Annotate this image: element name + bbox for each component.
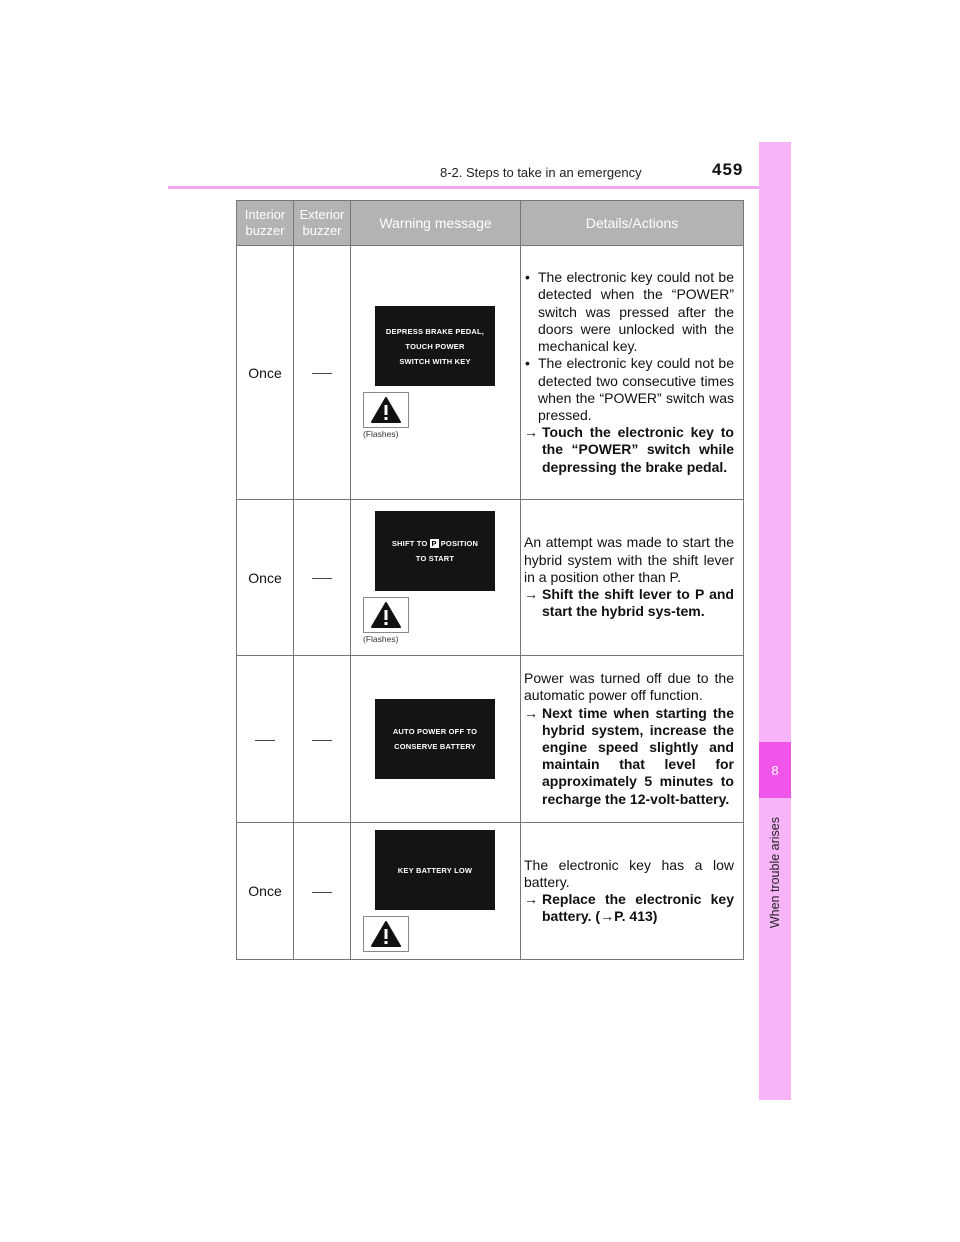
bullet-item	[524, 355, 734, 424]
display-text: KEY BATTERY LOW	[397, 865, 473, 875]
interior-buzzer-cell: Once	[237, 500, 294, 656]
bullet-text: The electronic key could not be detected two consecutive times when the “POWER” switch was pressed.	[538, 355, 734, 423]
display-text: SWITCH WITH KEY	[399, 356, 471, 366]
display-text: AUTO POWER OFF TO	[392, 727, 478, 736]
detail-text: The electronic key has a low battery.	[524, 856, 734, 890]
display-text: DEPRESS BRAKE PEDAL,	[385, 326, 485, 336]
arrow-icon: →	[524, 891, 538, 907]
table-row	[237, 823, 744, 960]
exterior-buzzer-cell	[294, 823, 351, 960]
action-item	[524, 891, 734, 925]
action-text: Shift the shift lever to P and start the hybrid sys-tem.	[542, 586, 734, 620]
action-item	[524, 424, 734, 476]
header-rule	[168, 186, 762, 189]
flashes-caption: (Flashes)	[363, 634, 399, 644]
warning-table	[236, 200, 744, 960]
action-text: Touch the electronic key to the “POWER” switch while depressing the brake pedal.	[542, 424, 734, 475]
header-warning-message: Warning message	[351, 201, 521, 246]
display-line	[392, 536, 478, 551]
table-row	[237, 246, 744, 500]
flashes-caption: (Flashes)	[363, 429, 399, 439]
dash	[312, 578, 332, 579]
interior-buzzer-cell: Once	[237, 823, 294, 960]
table-header-row	[237, 201, 744, 246]
exterior-buzzer-cell	[294, 246, 351, 500]
warning-triangle-icon	[370, 396, 402, 424]
warning-indicator	[363, 597, 520, 644]
bullet-mark: •	[525, 269, 530, 286]
header-exterior-buzzer: Exterior buzzer	[294, 201, 351, 246]
action-item	[524, 705, 734, 808]
icon-frame	[363, 392, 409, 428]
action-text: Replace the electronic key battery. (	[542, 891, 734, 925]
exterior-buzzer-cell	[294, 500, 351, 656]
action-item	[524, 586, 734, 620]
icon-frame	[363, 916, 409, 952]
arrow-icon: →	[524, 424, 538, 441]
header-details-actions: Details/Actions	[521, 201, 744, 246]
table-row	[237, 656, 744, 823]
dash	[312, 892, 332, 893]
warning-triangle-icon	[370, 920, 402, 948]
details-cell	[521, 656, 744, 823]
reference-arrow-icon: →	[600, 908, 615, 925]
section-title: 8-2. Steps to take in an emergency	[440, 165, 642, 180]
warning-message-cell	[351, 246, 521, 500]
page-number: 459	[712, 160, 744, 179]
header-interior-buzzer: Interior buzzer	[237, 201, 294, 246]
warning-indicator	[363, 392, 520, 439]
bullet-item	[524, 269, 734, 355]
display-screen	[375, 699, 495, 779]
interior-buzzer-cell	[237, 656, 294, 823]
warning-message-cell	[351, 500, 521, 656]
display-screen	[375, 306, 495, 386]
details-cell	[521, 246, 744, 500]
arrow-icon: →	[524, 586, 538, 603]
warning-message-cell	[351, 656, 521, 823]
display-screen	[375, 830, 495, 910]
warning-triangle-icon	[370, 601, 402, 629]
dash	[255, 740, 275, 741]
warning-indicator	[363, 916, 520, 952]
bullet-mark: •	[525, 355, 530, 372]
details-cell	[521, 500, 744, 656]
chapter-title	[749, 808, 801, 938]
display-text: SHIFT TO	[391, 539, 428, 548]
bullet-text: The electronic key could not be detected when the “POWER” switch was pressed after the doors were unlocked with the mechanical key.	[538, 269, 734, 355]
exterior-buzzer-cell	[294, 656, 351, 823]
dash	[312, 373, 332, 374]
chapter-number: 8	[759, 742, 791, 798]
table-row	[237, 500, 744, 656]
warning-message-cell	[351, 823, 521, 960]
display-text: TO START	[415, 554, 455, 563]
dash	[312, 740, 332, 741]
display-text: TOUCH POWER	[405, 341, 465, 351]
arrow-icon: →	[524, 704, 538, 721]
detail-text: Power was turned off due to the automatic power off function.	[524, 670, 734, 704]
p-position-indicator: P	[431, 539, 437, 548]
icon-frame	[363, 597, 409, 633]
side-tab	[759, 142, 791, 1100]
interior-buzzer-cell: Once	[237, 246, 294, 500]
display-text: POSITION	[440, 539, 479, 548]
details-cell	[521, 823, 744, 960]
chapter-title-text: When trouble arises	[768, 817, 782, 929]
display-screen	[375, 511, 495, 591]
page-reference-link[interactable]: P. 413)	[614, 908, 658, 925]
detail-text: An attempt was made to start the hybrid system with the shift lever in a position other than P.	[524, 534, 734, 585]
action-text: Next time when starting the hybrid system, increase the engine speed slightly and maintain that level for approximately 5 minutes to recharge the 12-volt-battery.	[542, 704, 734, 807]
display-text: CONSERVE BATTERY	[394, 742, 476, 751]
